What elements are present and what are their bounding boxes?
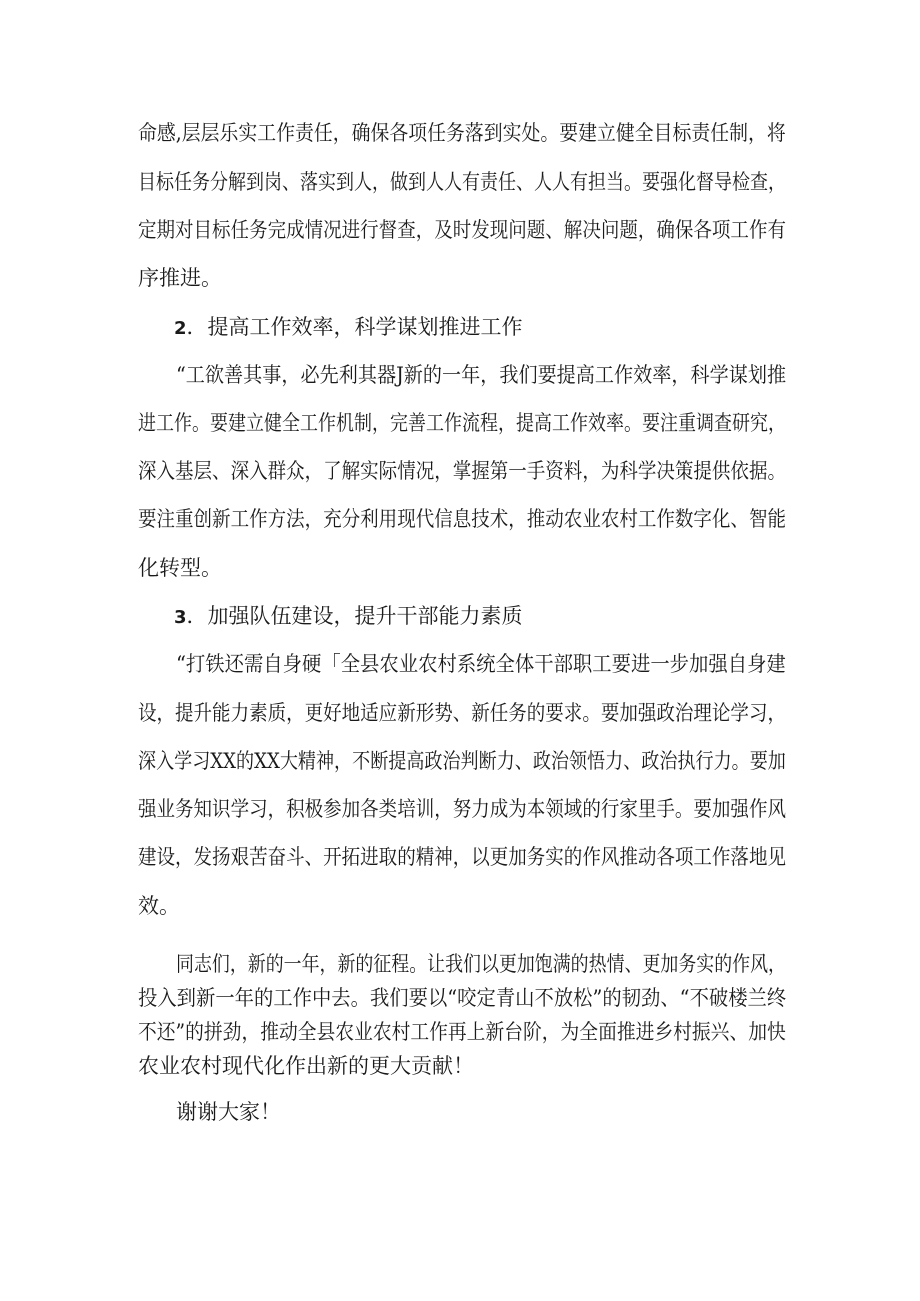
paragraph-line: “打铁还需自身硬「全县农业农村系统全体干部职工要进一步加强自身建 — [176, 652, 786, 676]
heading-text: ．提高工作效率，科学谋划推进工作 — [186, 315, 523, 339]
paragraph-line: 要注重创新工作方法，充分利用现代信息技术，推动农业农村工作数字化、智能 — [138, 507, 786, 531]
heading-number: 3 — [174, 607, 187, 628]
paragraph-line: 命感,层层乐实工作责任，确保各项任务落到实处。要建立健全目标责任制，将 — [138, 121, 786, 145]
paragraph-line: “工欲善其事，必先利其器J新的一年，我们要提高工作效率，科学谋划推 — [176, 363, 787, 387]
paragraph-line: 同志们，新的一年，新的征程。让我们以更加饱满的热情、更加务实的作风， — [176, 952, 786, 976]
paragraph-line: 投入到新一年的工作中去。我们要以“咬定青山不放松”的韧劲、“不破楼兰终 — [138, 986, 787, 1010]
paragraph-line: 序推进。 — [138, 266, 222, 290]
paragraph-line: 效。 — [138, 894, 180, 918]
section-heading-2 — [174, 315, 523, 341]
paragraph-line: 建设，发扬艰苦奋斗、开拓进取的精神，以更加务实的作风推动各项工作落地见 — [138, 845, 786, 869]
heading-text: ．加强队伍建设，提升干部能力素质 — [186, 604, 523, 628]
paragraph-line: 进工作。要建立健全工作机制，完善工作流程，提高工作效率。要注重调查研究， — [138, 411, 786, 435]
closing-remark: 谢谢大家！ — [176, 1100, 281, 1124]
paragraph-line: 强业务知识学习，积极参加各类培训，努力成为本领域的行家里手。要加强作风 — [138, 797, 786, 821]
paragraph-line: 设，提升能力素质，更好地适应新形势、新任务的要求。要加强政治理论学习， — [138, 701, 786, 725]
paragraph-line: 不还”的拼劲，推动全县农业农村工作再上新台阶，为全面推进乡村振兴、加快 — [138, 1020, 786, 1044]
paragraph-line: 深入学习XX的XX大精神，不断提高政治判断力、政治领悟力、政治执行力。要加 — [138, 749, 786, 773]
paragraph-line: 化转型。 — [138, 556, 222, 580]
paragraph-line: 目标任务分解到岗、落实到人，做到人人有责任、人人有担当。要强化督导检查， — [138, 170, 786, 194]
paragraph-line: 农业农村现代化作出新的更大贡献！ — [138, 1054, 474, 1078]
paragraph-line: 定期对目标任务完成情况进行督查，及时发现问题、解决问题，确保各项工作有 — [138, 218, 786, 242]
heading-number: 2 — [174, 318, 187, 339]
section-heading-3 — [174, 604, 523, 630]
paragraph-line: 深入基层、深入群众，了解实际情况，掌握第一手资料，为科学决策提供依据。 — [138, 459, 786, 483]
